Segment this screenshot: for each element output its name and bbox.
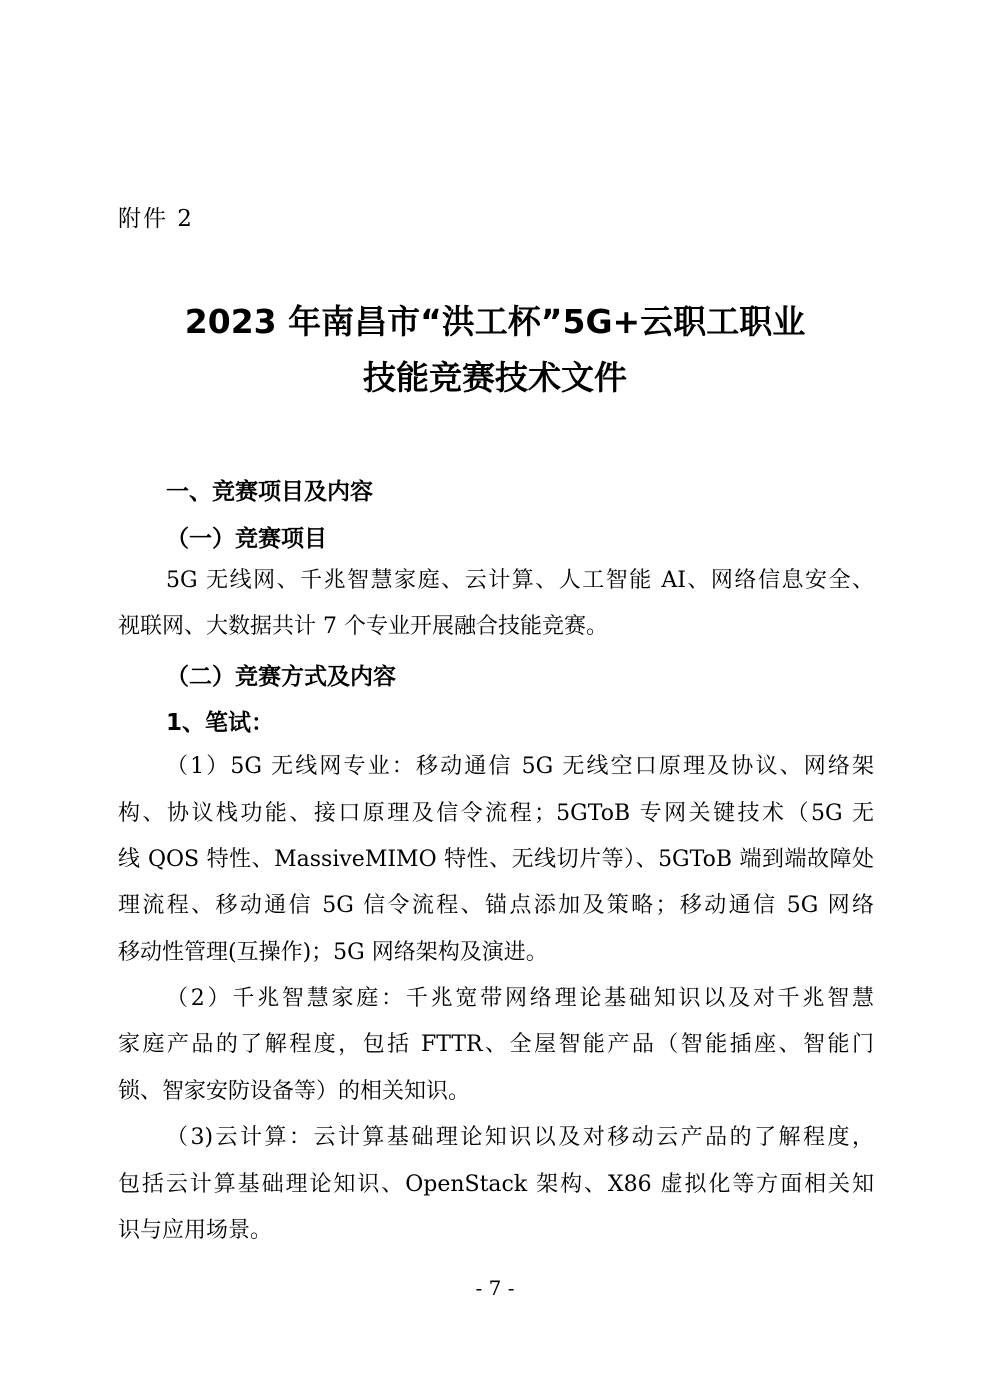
document-title-line-1: 2023 年南昌市“洪工杯”5G+云职工职业 [184, 302, 806, 341]
paragraph-line: 理流程、移动通信 5G 信令流程、锚点添加及策略；移动通信 5G 网络 [118, 893, 874, 918]
paragraph-line: （1）5G 无线网专业：移动通信 5G 无线空口原理及协议、网络架 [166, 754, 874, 779]
paragraph-line: 构、协议栈功能、接口原理及信令流程；5GToB 专网关键技术（5G 无 [118, 801, 874, 826]
page-number: - 7 - [475, 1276, 515, 1300]
paragraph-line: 线 QOS 特性、MassiveMIMO 特性、无线切片等）、5GToB 端到端故障处 [118, 847, 874, 872]
attachment-label: 附件 2 [118, 206, 194, 232]
paragraph-line: 视联网、大数据共计 7 个专业开展融合技能竞赛。 [118, 614, 608, 639]
paragraph-line: 移动性管理(互操作)；5G 网络架构及演进。 [118, 940, 548, 965]
paragraph-line: （2）千兆智慧家庭：千兆宽带网络理论基础知识以及对千兆智慧 [166, 986, 874, 1011]
subsection-heading-items: （一）竞赛项目 [166, 526, 327, 552]
paragraph-line: 包括云计算基础理论知识、OpenStack 架构、X86 虚拟化等方面相关知 [118, 1172, 874, 1197]
paragraph-line: 5G 无线网、千兆智慧家庭、云计算、人工智能 AI、网络信息安全、 [166, 568, 874, 593]
paragraph-line: （3)云计算：云计算基础理论知识以及对移动云产品的了解程度， [166, 1125, 874, 1150]
paragraph-line: 锁、智家安防设备等）的相关知识。 [118, 1079, 471, 1104]
paragraph-line: 识与应用场景。 [118, 1218, 273, 1243]
section-heading-competition-items: 一、竞赛项目及内容 [166, 479, 373, 505]
item-heading-written-test: 1、笔试： [166, 710, 275, 736]
paragraph-line: 家庭产品的了解程度，包括 FTTR、全屋智能产品（智能插座、智能门 [118, 1032, 874, 1057]
document-title-line-2: 技能竞赛技术文件 [363, 358, 627, 397]
subsection-heading-method: （二）竞赛方式及内容 [166, 664, 396, 690]
